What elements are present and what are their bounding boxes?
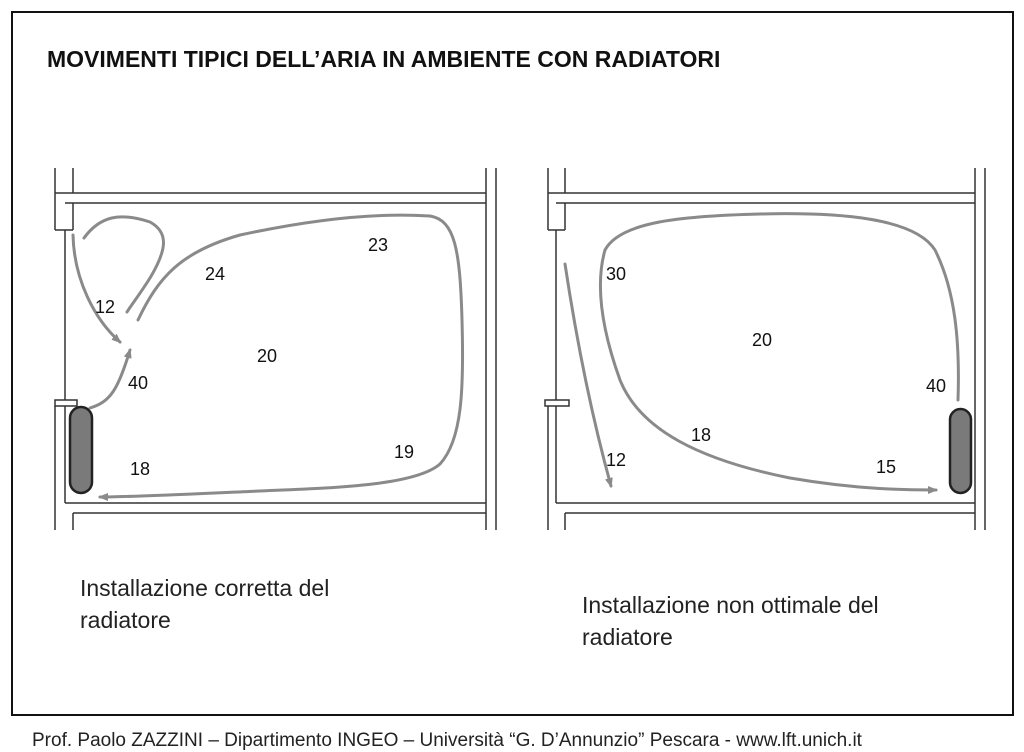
caption-right-line2: radiatore bbox=[582, 624, 673, 650]
right-temp-12: 12 bbox=[606, 450, 627, 470]
left-temp-40: 40 bbox=[128, 373, 149, 393]
right-flow-main-loop bbox=[600, 214, 958, 490]
radiator-right bbox=[950, 409, 971, 493]
caption-left bbox=[80, 572, 329, 636]
right-temp-15: 15 bbox=[876, 457, 897, 477]
right-flow-window-down bbox=[565, 264, 611, 486]
radiator-left bbox=[70, 407, 92, 493]
left-temp-24: 24 bbox=[205, 264, 226, 284]
caption-right bbox=[582, 589, 879, 653]
caption-left-line1: Installazione corretta del bbox=[80, 575, 330, 601]
right-temperature-labels bbox=[606, 264, 946, 477]
left-temp-19: 19 bbox=[394, 442, 415, 462]
left-temp-12: 12 bbox=[95, 297, 116, 317]
right-air-flows bbox=[565, 214, 958, 490]
left-temperature-labels bbox=[95, 235, 414, 479]
caption-right-line1: Installazione non ottimale del bbox=[582, 592, 879, 618]
left-flow-window-down bbox=[73, 235, 120, 342]
right-temp-30: 30 bbox=[606, 264, 627, 284]
left-temp-20: 20 bbox=[257, 346, 278, 366]
left-temp-18: 18 bbox=[130, 459, 151, 479]
right-temp-18: 18 bbox=[691, 425, 712, 445]
right-temp-20: 20 bbox=[752, 330, 773, 350]
right-temp-40: 40 bbox=[926, 376, 947, 396]
left-room bbox=[55, 168, 496, 530]
right-room bbox=[545, 168, 985, 530]
footer-credits: Prof. Paolo ZAZZINI – Dipartimento INGEO – Università “G. D’Annunzio” Pescara - www.lft.unich.it bbox=[32, 730, 862, 751]
slide-title: MOVIMENTI TIPICI DELL’ARIA IN AMBIENTE CON RADIATORI bbox=[47, 46, 721, 72]
caption-left-line2: radiatore bbox=[80, 607, 171, 633]
left-flow-warm-rise bbox=[90, 350, 130, 408]
left-temp-23: 23 bbox=[368, 235, 389, 255]
